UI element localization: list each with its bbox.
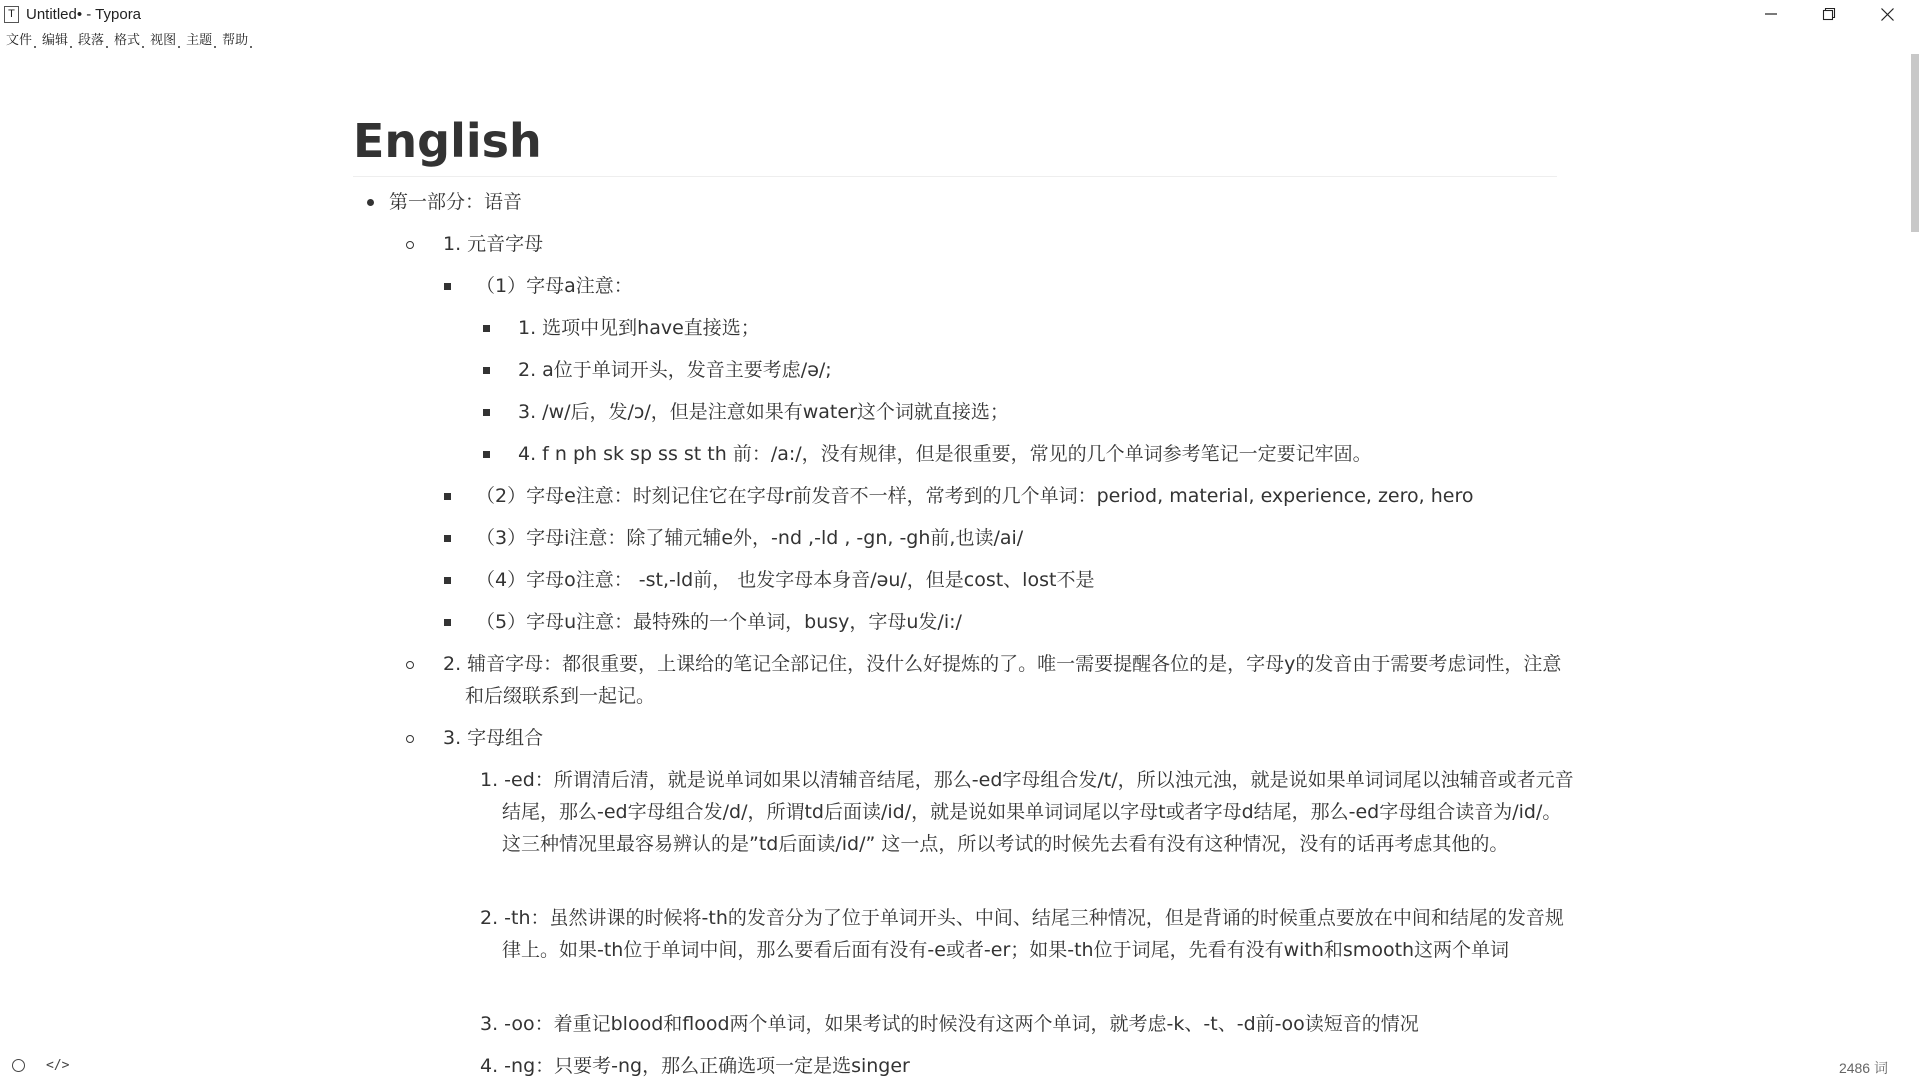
list-item[interactable]: （4）字母o注意： -st,-ld前， 也发字母本身音/əu/，但是cost、lost不是 bbox=[476, 569, 1095, 591]
status-bar bbox=[0, 1052, 1906, 1080]
list-item[interactable]: （3）字母i注意：除了辅元辅e外，-nd ,-ld , -gn, -gh前,也读/ai/ bbox=[476, 527, 1024, 549]
close-button[interactable] bbox=[1858, 0, 1916, 28]
menu-file[interactable]: 文件 bbox=[0, 30, 36, 52]
list-item[interactable]: 3. -oo：着重记blood和flood两个单词，如果考试的时候没有这两个单词，就考虑-k、-t、-d前-oo读短音的情况 bbox=[480, 1013, 1419, 1035]
source-code-toggle-icon[interactable]: </> bbox=[46, 1058, 70, 1073]
restore-icon bbox=[1823, 8, 1835, 20]
document-heading[interactable]: English bbox=[353, 112, 1557, 177]
bullet-disc bbox=[367, 199, 374, 206]
menu-edit[interactable]: 编辑 bbox=[36, 30, 72, 52]
bullet-circle bbox=[406, 661, 414, 669]
bullet-circle bbox=[406, 241, 414, 249]
bullet-square bbox=[483, 367, 490, 374]
bullet-square bbox=[483, 325, 490, 332]
bullet-square bbox=[444, 493, 451, 500]
bullet-square bbox=[483, 409, 490, 416]
list-item[interactable]: 4. -ng：只要考-ng，那么正确选项一定是选singer bbox=[480, 1055, 910, 1077]
list-item[interactable]: 2. 辅音字母：都很重要，上课给的笔记全部记住，没什么好提炼的了。唯一需要提醒各位的是，字母y的发音由于需要考虑词性，注意和后缀联系到一起记。 bbox=[443, 653, 1562, 707]
list-item[interactable]: 3. 字母组合 bbox=[443, 727, 544, 749]
vertical-scrollbar[interactable] bbox=[1906, 52, 1920, 1078]
menu-theme[interactable]: 主题 bbox=[180, 30, 216, 52]
list-item[interactable]: 4. f n ph sk sp ss st th 前：/a:/，没有规律，但是很重要，常见的几个单词参考笔记一定要记牢固。 bbox=[518, 443, 1372, 465]
menu-paragraph[interactable]: 段落 bbox=[72, 30, 108, 52]
menu-view[interactable]: 视图 bbox=[144, 30, 180, 52]
scrollbar-thumb[interactable] bbox=[1911, 54, 1919, 232]
list-item[interactable]: （1）字母a注意： bbox=[476, 275, 633, 297]
list-item[interactable]: 2. a位于单词开头，发音主要考虑/ə/; bbox=[518, 359, 832, 381]
title-bar bbox=[0, 0, 1920, 28]
list-item[interactable]: 1. -ed：所谓清后清，就是说单词如果以清辅音结尾，那么-ed字母组合发/t/，所以浊元浊，就是说如果单词词尾以浊辅音或者元音结尾，那么-ed字母组合发/d/，所谓td后面读/id/，就是说如果单词词尾以字母t或者字母d结尾，那么-ed字母组合读音为/id/。这三种情况里最容易辨认的是”td后面读/id/” 这一点，所以考试的时候先去看有没有这种情况，没有的话再考虑其他的。 bbox=[480, 769, 1574, 855]
outline-toggle-icon[interactable] bbox=[12, 1059, 25, 1072]
list-item[interactable]: （2）字母e注意：时刻记住它在字母r前发音不一样，常考到的几个单词：period, material, experience, zero, hero bbox=[476, 485, 1474, 507]
minimize-icon bbox=[1765, 8, 1777, 20]
bullet-square bbox=[444, 619, 451, 626]
list-item[interactable]: 2. -th：虽然讲课的时候将-th的发音分为了位于单词开头、中间、结尾三种情况，但是背诵的时候重点要放在中间和结尾的发音规律上。如果-th位于单词中间，那么要看后面有没有-e或者-er；如果-th位于词尾，先看有没有with和smooth这两个单词 bbox=[480, 907, 1564, 961]
minimize-button[interactable] bbox=[1742, 0, 1800, 28]
menu-bar bbox=[0, 30, 252, 52]
bullet-square bbox=[444, 535, 451, 542]
word-count[interactable]: 2486 词 bbox=[1838, 1060, 1888, 1076]
list-item[interactable]: 3. /w/后，发/ɔ/，但是注意如果有water这个词就直接选； bbox=[518, 401, 1009, 423]
restore-button[interactable] bbox=[1800, 0, 1858, 28]
list-item[interactable]: 第一部分：语音 bbox=[389, 191, 523, 213]
menu-format[interactable]: 格式 bbox=[108, 30, 144, 52]
bullet-square bbox=[444, 577, 451, 584]
bullet-circle bbox=[406, 735, 414, 743]
bullet-square bbox=[444, 283, 451, 290]
list-item[interactable]: 1. 选项中见到have直接选； bbox=[518, 317, 760, 339]
list-item[interactable]: 1. 元音字母 bbox=[443, 233, 544, 255]
close-icon bbox=[1881, 8, 1894, 21]
window-title: Untitled• - Typora bbox=[26, 6, 142, 23]
typora-app-icon: T bbox=[4, 6, 19, 23]
list-item[interactable]: （5）字母u注意：最特殊的一个单词，busy，字母u发/i:/ bbox=[476, 611, 962, 633]
menu-help[interactable]: 帮助 bbox=[216, 30, 252, 52]
bullet-square bbox=[483, 451, 490, 458]
